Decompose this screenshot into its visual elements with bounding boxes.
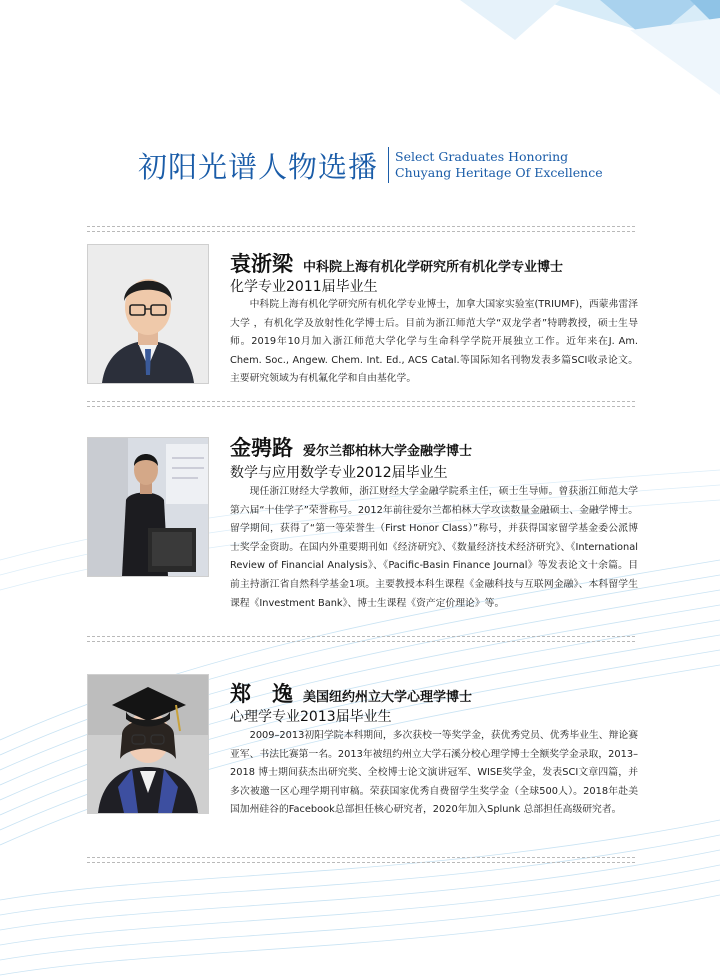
page-header bbox=[138, 143, 603, 187]
profile-photo bbox=[87, 437, 209, 577]
profile-photo bbox=[87, 674, 209, 814]
profile-bio: 现任浙江财经大学教师，浙江财经大学金融学院系主任，硕士生导师。曾获浙江师范大学第六届“十佳学子”荣誉称号。2012年前往爱尔兰都柏林大学攻读数量金融硕士、金融学博士。留学期间，获得了“第一等荣誉生（First Honor Class）”称号，并获得国家留学基金委公派博士奖学金资助。在国内外重要期刊如《经济研究》、《数量经济技术经济研究》、《International Review of Financial Analysis》、《Pacific-Basin Finance Journal》等发表论文十余篇。目前主持浙江省自然科学基金1项。主要教授本科生课程《金融科技与互联网金融》、本科留学生课程《Investment Bank》、博士生课程《资产定价理论》等。 bbox=[230, 486, 638, 609]
section-divider bbox=[87, 857, 635, 863]
section-divider bbox=[87, 636, 635, 642]
section-divider bbox=[87, 226, 635, 232]
profile-degree: 中科院上海有机化学研究所有机化学专业博士 bbox=[303, 260, 564, 275]
profile-name: 金骋路 bbox=[230, 435, 293, 460]
profile-major: 化学专业2011届毕业生 bbox=[230, 279, 378, 295]
page-subtitle bbox=[395, 149, 603, 181]
profile-heading bbox=[230, 678, 472, 708]
profile-heading bbox=[230, 432, 472, 462]
title-divider bbox=[388, 147, 389, 183]
corner-triangles bbox=[460, 0, 720, 95]
profile-photo bbox=[87, 244, 209, 384]
profile-name: 袁浙梁 bbox=[230, 251, 293, 276]
profile-major: 心理学专业2013届毕业生 bbox=[230, 709, 392, 725]
profile-degree: 爱尔兰都柏林大学金融学博士 bbox=[303, 444, 473, 459]
page-title: 初阳光谱人物选播 bbox=[138, 149, 379, 184]
profile-bio: 2009–2013初阳学院本科期间，多次获校一等奖学金，获优秀党员、优秀毕业生、辩论赛亚军、书法比赛第一名。2013年被纽约州立大学石溪分校心理学博士全额奖学金录取，2013–2018 博士期间获杰出研究奖、全校博士论文演讲冠军、WISE奖学金，发表SCI文章四篇，并多次被邀一区心理学期刊审稿。荣获国家优秀自费留学生奖学金（全球500人）。2018年赴美国加州硅谷的Facebook总部担任核心研究者，2020年加入Splunk 总部担任高级研究者。 bbox=[230, 730, 638, 816]
profile-degree: 美国纽约州立大学心理学博士 bbox=[303, 690, 473, 705]
profile-heading bbox=[230, 248, 563, 278]
profile-bio: 中科院上海有机化学研究所有机化学专业博士，加拿大国家实验室(TRIUMF)，西蒙弗雷泽大学 ，有机化学及放射性化学博士后。目前为浙江师范大学“双龙学者”特聘教授，硕士生导师。2019年10月加入浙江师范大学化学与生命科学学院开展独立工作。近年来在J. Am. Chem. Soc., Angew. Chem. Int. Ed., ACS Catal.等国际知名刊物发表多篇SCI收录论文。主要研究领域为有机氟化学和自由基化学。 bbox=[230, 299, 638, 385]
section-divider bbox=[87, 401, 635, 407]
subtitle-line-1: Select Graduates Honoring bbox=[395, 149, 569, 164]
subtitle-line-2: Chuyang Heritage Of Excellence bbox=[395, 165, 603, 180]
profile-major: 数学与应用数学专业2012届毕业生 bbox=[230, 465, 448, 481]
profile-name: 郑 逸 bbox=[230, 681, 293, 706]
